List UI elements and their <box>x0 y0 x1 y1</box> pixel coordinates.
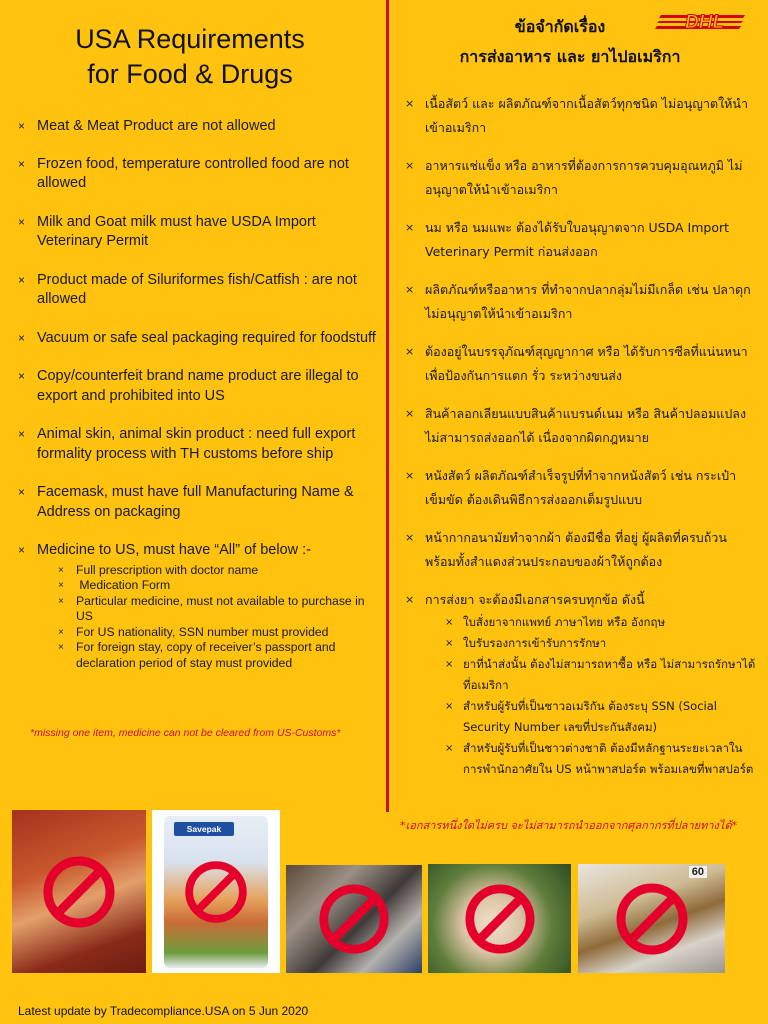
thai-sub-list-item: × สำหรับผู้รับที่เป็นชาวอเมริกัน ต้องระบุ SSN (Social Security Number เลขที่ประกันสังคม) <box>445 696 759 738</box>
thai-sub-list-item: × ยาที่นำส่งนั้น ต้องไม่สามารถหาซื้อ หรือ ไม่สามารถรักษาได้ ที่อเมริกา <box>445 654 759 696</box>
package-brand-label: Savepak <box>174 822 234 836</box>
sub-list-item: × Particular medicine, must not available to purchase in US <box>58 593 365 624</box>
thai-list-item: × หน้ากากอนามัยทำจากผ้า ต้องมีชื่อ ที่อยู่ ผู้ผลิตที่ครบถ้วน พร้อมทั้งสำแดงส่วนประกอบของผ้าให้ถูกต้อง <box>405 526 759 574</box>
medicine-sublist <box>18 563 384 672</box>
dhl-logo-text: DHL <box>685 12 725 33</box>
thai-list-item: × ต้องอยู่ในบรรจุภัณฑ์สุญญากาศ หรือ ได้รับการซีลที่แน่นหนา เพื่อป้องกันการแตก รั่ว ระหว่างขนส่ง <box>405 340 759 388</box>
thai-list-item: × หนังสัตว์ ผลิตภัณฑ์สำเร็จรูปที่ทำจากหนังสัตว์ เช่น กระเป๋า เข็มขัด ต้องเดินพิธีการส่งออกเต็มรูปแบบ <box>405 464 759 512</box>
x-bullet-icon: × <box>405 283 415 296</box>
thai-list-item: × สินค้าลอกเลียนแบบสินค้าแบรนด์เนม หรือ สินค้าปลอมแปลง ไม่สามารถส่งออกได้ เนื่องจากผิดกฎหมาย <box>405 402 759 450</box>
sub-list-item: × Full prescription with doctor name <box>58 562 259 577</box>
title-line-2: for Food & Drugs <box>87 59 293 89</box>
x-bullet-icon: × <box>405 97 415 110</box>
sub-list-item: × For US nationality, SSN number must provided <box>58 624 329 639</box>
packaged-food-tray-photo <box>578 864 725 973</box>
list-item: × Milk and Goat milk must have USDA Import Veterinary Permit <box>18 213 316 249</box>
x-bullet-icon: × <box>18 119 26 133</box>
english-requirements-list <box>18 117 384 672</box>
thai-list-item: × อาหารแช่แข็ง หรือ อาหารที่ต้องการการควบคุมอุณหภูมิ ไม่อนุญาตให้นำเข้าอเมริกา <box>405 154 759 202</box>
x-bullet-icon: × <box>405 531 415 544</box>
sub-list-item: × For foreign stay, copy of receiver’s passport and declaration period of stay must provided <box>58 640 336 671</box>
thai-title-line-2: การส่งอาหาร และ ยาไปอเมริกา <box>459 47 681 66</box>
vacuum-seafood-photo <box>286 865 422 973</box>
thai-medicine-warning-note: *เอกสารหนึ่งใดไม่ครบ จะไม่สามารถนำออกจากศุลกากรที่ปลายทางได้* <box>400 819 738 832</box>
list-item-medicine: × Medicine to US, must have “All” of below :- <box>18 541 384 561</box>
x-bullet-icon: × <box>18 485 26 499</box>
dhl-logo <box>655 11 751 33</box>
x-bullet-icon: × <box>405 407 415 420</box>
x-bullet-icon: × <box>405 469 415 482</box>
prohibited-icon <box>184 860 248 924</box>
list-item: × Frozen food, temperature controlled food are not allowed <box>18 155 349 191</box>
list-item: × Meat & Meat Product are not allowed <box>18 117 384 137</box>
x-bullet-icon: × <box>405 221 415 234</box>
x-bullet-icon: × <box>405 159 415 172</box>
x-bullet-icon: × <box>58 564 64 576</box>
x-bullet-icon: × <box>18 156 26 171</box>
list-item: × Product made of Siluriformes fish/Catfish : are not allowed <box>18 271 357 307</box>
x-bullet-icon: × <box>18 214 26 229</box>
thai-sub-list-item: × ใบสั่งยาจากแพทย์ ภาษาไทย หรือ อังกฤษ <box>445 612 759 633</box>
frozen-food-package-photo <box>152 810 280 973</box>
x-bullet-icon: × <box>405 593 415 606</box>
thai-medicine-sublist <box>405 612 759 780</box>
price-tag: 60 <box>689 866 707 878</box>
x-bullet-icon: × <box>445 743 454 754</box>
thai-list-item-medicine: × การส่งยา จะต้องมีเอกสารครบทุกข้อ ดังนี้ <box>405 588 759 612</box>
x-bullet-icon: × <box>445 659 454 670</box>
thai-list-item: × เนื้อสัตว์ และ ผลิตภัณฑ์จากเนื้อสัตว์ทุกชนิด ไม่อนุญาตให้นำเข้าอเมริกา <box>405 92 759 140</box>
thai-sub-list-item: × ใบรับรองการเข้ารับการรักษา <box>445 633 759 654</box>
thai-list-item: × ผลิตภัณฑ์หรืออาหาร ที่ทำจากปลากลุ่มไม่มีเกล็ด เช่น ปลาดุก ไม่อนุญาตให้นำเข้าอเมริกา <box>405 278 759 326</box>
thai-sub-list-item: × สำหรับผู้รับที่เป็นชาวต่างชาติ ต้องมีหลักฐานระยะเวลาในการพำนักอาศัยใน US หน้าพาสปอร์ต พร้อมเลขที่พาสปอร์ต <box>445 738 759 780</box>
prohibited-icon <box>318 883 390 955</box>
sausage-meat-photo <box>12 810 146 973</box>
x-bullet-icon: × <box>58 626 64 638</box>
x-bullet-icon: × <box>18 369 26 383</box>
list-item: × Copy/counterfeit brand name product are illegal to export and prohibited into US <box>18 368 359 404</box>
list-item: × Vacuum or safe seal packaging required for foodstuff <box>18 329 384 349</box>
thai-requirements-list <box>405 92 759 780</box>
medicine-warning-note: *missing one item, medicine can not be cleared from US-Customs* <box>30 727 341 739</box>
x-bullet-icon: × <box>58 595 64 607</box>
column-divider <box>386 0 389 812</box>
x-bullet-icon: × <box>58 642 64 654</box>
x-bullet-icon: × <box>405 345 415 358</box>
x-bullet-icon: × <box>18 543 26 557</box>
sub-list-item: × Medication Form <box>58 578 171 593</box>
last-update-footer: Latest update by Tradecompliance.USA on 5 Jun 2020 <box>18 1004 309 1018</box>
x-bullet-icon: × <box>18 272 26 287</box>
x-bullet-icon: × <box>18 427 26 441</box>
meatball-package-photo <box>428 864 571 973</box>
x-bullet-icon: × <box>58 580 64 592</box>
thai-title-line-1: ข้อจำกัดเรื่อง <box>514 17 606 36</box>
title-line-1: USA Requirements <box>75 24 305 54</box>
page-title-english <box>10 22 370 92</box>
x-bullet-icon: × <box>445 617 454 628</box>
prohibited-icon <box>42 855 116 929</box>
x-bullet-icon: × <box>18 330 26 345</box>
x-bullet-icon: × <box>445 638 454 649</box>
list-item: × Facemask, must have full Manufacturing Name & Address on packaging <box>18 484 354 520</box>
list-item: × Animal skin, animal skin product : need full export formality process with TH customs before ship <box>18 426 356 462</box>
x-bullet-icon: × <box>445 701 454 712</box>
prohibited-icon <box>615 882 689 956</box>
prohibited-icon <box>464 883 536 955</box>
thai-list-item: × นม หรือ นมแพะ ต้องได้รับใบอนุญาตจาก USDA Import Veterinary Permit ก่อนส่งออก <box>405 216 759 264</box>
